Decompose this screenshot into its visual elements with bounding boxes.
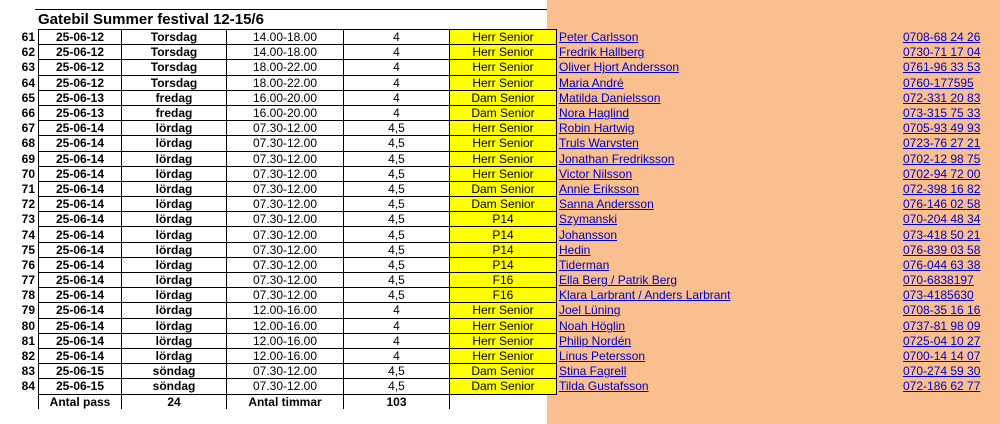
totals-row: [0, 394, 1000, 409]
phone-cell[interactable]: [903, 60, 1000, 75]
name-link[interactable]: Hedin: [559, 242, 591, 257]
name-cell[interactable]: [557, 60, 904, 75]
phone-link[interactable]: 076-839 03 58: [903, 242, 981, 257]
phone-cell[interactable]: [903, 318, 1000, 333]
date-cell[interactable]: 25-06-14: [39, 257, 122, 272]
weekday-cell[interactable]: Torsdag: [122, 30, 227, 45]
weekday-cell[interactable]: lördag: [122, 273, 227, 288]
date-cell[interactable]: 25-06-13: [39, 90, 122, 105]
time-cell[interactable]: 07.30-12.00: [227, 136, 344, 151]
date-cell[interactable]: 25-06-14: [39, 333, 122, 348]
phone-link[interactable]: 0702-12 98 75: [903, 151, 981, 166]
row-number: 70: [21, 166, 35, 181]
time-cell[interactable]: 14.00-18.00: [227, 45, 344, 60]
time-cell[interactable]: 07.30-12.00: [227, 212, 344, 227]
time-cell[interactable]: 12.00-16.00: [227, 348, 344, 363]
row-number: 81: [21, 333, 35, 348]
row-number: 79: [21, 303, 35, 318]
phone-link[interactable]: 070-204 48 34: [903, 212, 981, 227]
name-link[interactable]: Truls Warvsten: [559, 136, 639, 151]
weekday-cell[interactable]: lördag: [122, 303, 227, 318]
time-cell[interactable]: 07.30-12.00: [227, 257, 344, 272]
category-cell[interactable]: Herr Senior: [450, 303, 557, 318]
name-link[interactable]: Tilda Gustafsson: [559, 379, 649, 394]
sheet-title: Gatebil Summer festival 12-15/6: [38, 11, 264, 28]
phone-cell[interactable]: [903, 348, 1000, 363]
phone-link[interactable]: 0761-96 33 53: [903, 60, 981, 75]
time-cell[interactable]: 18.00-22.00: [227, 75, 344, 90]
name-cell[interactable]: [557, 257, 904, 272]
date-cell[interactable]: 25-06-12: [39, 60, 122, 75]
date-cell[interactable]: 25-06-15: [39, 364, 122, 379]
hours-cell[interactable]: 4,5: [344, 242, 450, 257]
phone-link[interactable]: 073-418 50 21: [903, 227, 981, 242]
time-cell[interactable]: 07.30-12.00: [227, 181, 344, 196]
date-cell[interactable]: 25-06-12: [39, 75, 122, 90]
name-link[interactable]: Robin Hartwig: [559, 121, 635, 136]
category-cell[interactable]: F16: [450, 288, 557, 303]
empty-cell[interactable]: [557, 394, 904, 409]
category-cell[interactable]: Dam Senior: [450, 181, 557, 196]
name-cell[interactable]: [557, 181, 904, 196]
category-cell[interactable]: Herr Senior: [450, 136, 557, 151]
row-number: 75: [21, 242, 35, 257]
row-number: 71: [21, 181, 35, 196]
date-cell[interactable]: 25-06-14: [39, 273, 122, 288]
table-row: [0, 273, 1000, 288]
phone-link[interactable]: 0737-81 98 09: [903, 318, 981, 333]
phone-cell[interactable]: [903, 136, 1000, 151]
date-cell[interactable]: 25-06-12: [39, 30, 122, 45]
row-number: 72: [21, 197, 35, 212]
row-number: 62: [21, 45, 35, 60]
category-cell[interactable]: Herr Senior: [450, 348, 557, 363]
table-row: [0, 60, 1000, 75]
phone-link[interactable]: 070-274 59 30: [903, 364, 981, 379]
name-cell[interactable]: [557, 379, 904, 394]
weekday-cell[interactable]: lördag: [122, 197, 227, 212]
name-cell[interactable]: [557, 105, 904, 120]
hours-cell[interactable]: 4,5: [344, 364, 450, 379]
name-cell[interactable]: [557, 197, 904, 212]
name-link[interactable]: Oliver Hjort Andersson: [559, 60, 680, 75]
row-number: 80: [21, 318, 35, 333]
phone-cell[interactable]: [903, 121, 1000, 136]
row-number: 76: [21, 257, 35, 272]
title-row[interactable]: [0, 9, 1000, 29]
name-link[interactable]: Nora Haglind: [559, 106, 630, 121]
weekday-cell[interactable]: fredag: [122, 90, 227, 105]
weekday-cell[interactable]: söndag: [122, 379, 227, 394]
name-link[interactable]: Klara Larbrant / Anders Larbrant: [559, 288, 731, 303]
category-cell[interactable]: Herr Senior: [450, 151, 557, 166]
date-cell[interactable]: 25-06-14: [39, 166, 122, 181]
name-link[interactable]: Annie Eriksson: [559, 181, 640, 196]
phone-link[interactable]: 076-146 02 58: [903, 197, 981, 212]
category-cell[interactable]: Herr Senior: [450, 60, 557, 75]
name-cell[interactable]: [557, 75, 904, 90]
phone-link[interactable]: 0705-93 49 93: [903, 121, 981, 136]
name-link[interactable]: Stina Fagrell: [559, 364, 627, 379]
name-link[interactable]: Joel Lüning: [559, 303, 621, 318]
empty-cell[interactable]: [903, 394, 1000, 409]
hours-cell[interactable]: 4,5: [344, 166, 450, 181]
hours-cell[interactable]: 4: [344, 75, 450, 90]
row-number: [0, 394, 39, 409]
row-number: 77: [21, 273, 35, 288]
name-link[interactable]: Matilda Danielsson: [559, 90, 661, 105]
name-link[interactable]: Szymanski: [559, 212, 618, 227]
weekday-cell[interactable]: Torsdag: [122, 60, 227, 75]
date-cell[interactable]: 25-06-14: [39, 303, 122, 318]
row-number: 64: [21, 75, 35, 90]
date-cell[interactable]: 25-06-14: [39, 212, 122, 227]
phone-link[interactable]: 0723-76 27 21: [903, 136, 981, 151]
phone-link[interactable]: 076-044 63 38: [903, 257, 981, 272]
date-cell[interactable]: 25-06-14: [39, 288, 122, 303]
category-cell[interactable]: F16: [450, 273, 557, 288]
hours-cell[interactable]: 4: [344, 105, 450, 120]
weekday-cell[interactable]: Torsdag: [122, 75, 227, 90]
hours-cell[interactable]: 4,5: [344, 288, 450, 303]
name-link[interactable]: Victor Nilsson: [559, 166, 633, 181]
name-link[interactable]: Jonathan Fredriksson: [559, 151, 675, 166]
time-cell[interactable]: 16.00-20.00: [227, 105, 344, 120]
table-row: [0, 333, 1000, 348]
hours-cell[interactable]: 4: [344, 333, 450, 348]
table-row: [0, 288, 1000, 303]
time-cell[interactable]: 07.30-12.00: [227, 197, 344, 212]
name-cell[interactable]: [557, 273, 904, 288]
table-row: [0, 105, 1000, 120]
weekday-cell[interactable]: lördag: [122, 257, 227, 272]
table-row: [0, 166, 1000, 181]
name-link[interactable]: Fredrik Hallberg: [559, 45, 645, 60]
hours-total-label[interactable]: Antal timmar: [227, 394, 344, 409]
hours-cell[interactable]: 4,5: [344, 212, 450, 227]
phone-link[interactable]: 0760-177595: [903, 75, 974, 90]
time-cell[interactable]: 12.00-16.00: [227, 333, 344, 348]
name-cell[interactable]: [557, 166, 904, 181]
phone-cell[interactable]: [903, 227, 1000, 242]
hours-cell[interactable]: 4: [344, 303, 450, 318]
row-number: 84: [21, 379, 35, 394]
weekday-cell[interactable]: lördag: [122, 242, 227, 257]
hours-cell[interactable]: 4,5: [344, 227, 450, 242]
table-row: [0, 348, 1000, 363]
table-row: [0, 151, 1000, 166]
phone-cell[interactable]: [903, 379, 1000, 394]
hours-cell[interactable]: 4,5: [344, 181, 450, 196]
name-cell[interactable]: [557, 151, 904, 166]
category-cell[interactable]: Dam Senior: [450, 105, 557, 120]
name-cell[interactable]: [557, 333, 904, 348]
phone-cell[interactable]: [903, 105, 1000, 120]
category-cell[interactable]: Herr Senior: [450, 30, 557, 45]
name-link[interactable]: Johansson: [559, 227, 618, 242]
name-link[interactable]: Sanna Andersson: [559, 197, 654, 212]
table-row: [0, 242, 1000, 257]
category-cell[interactable]: Herr Senior: [450, 333, 557, 348]
date-cell[interactable]: 25-06-12: [39, 45, 122, 60]
time-cell[interactable]: 12.00-16.00: [227, 303, 344, 318]
phone-link[interactable]: 072-186 62 77: [903, 379, 981, 394]
row-number: 63: [21, 60, 35, 75]
category-cell[interactable]: P14: [450, 227, 557, 242]
row-number: 61: [21, 30, 35, 45]
category-cell[interactable]: Dam Senior: [450, 90, 557, 105]
category-cell[interactable]: Dam Senior: [450, 364, 557, 379]
name-cell[interactable]: [557, 318, 904, 333]
hours-cell[interactable]: 4,5: [344, 379, 450, 394]
phone-cell[interactable]: [903, 75, 1000, 90]
empty-cell[interactable]: [450, 394, 557, 409]
weekday-cell[interactable]: lördag: [122, 136, 227, 151]
row-number: 67: [21, 121, 35, 136]
phone-cell[interactable]: [903, 166, 1000, 181]
phone-link[interactable]: 073-315 75 33: [903, 106, 981, 121]
time-cell[interactable]: 07.30-12.00: [227, 364, 344, 379]
phone-cell[interactable]: [903, 288, 1000, 303]
row-number: 73: [21, 212, 35, 227]
hours-cell[interactable]: 4,5: [344, 151, 450, 166]
category-cell[interactable]: P14: [450, 212, 557, 227]
table-row: [0, 197, 1000, 212]
name-link[interactable]: Peter Carlsson: [559, 30, 639, 45]
hours-cell[interactable]: 4,5: [344, 197, 450, 212]
date-cell[interactable]: 25-06-14: [39, 136, 122, 151]
hours-cell[interactable]: 4: [344, 45, 450, 60]
date-cell[interactable]: 25-06-14: [39, 121, 122, 136]
phone-link[interactable]: 0708-35 16 16: [903, 303, 981, 318]
date-cell[interactable]: 25-06-15: [39, 379, 122, 394]
weekday-cell[interactable]: lördag: [122, 166, 227, 181]
category-cell[interactable]: P14: [450, 257, 557, 272]
name-link[interactable]: Maria André: [559, 75, 624, 90]
name-cell[interactable]: [557, 45, 904, 60]
date-cell[interactable]: 25-06-14: [39, 151, 122, 166]
name-cell[interactable]: [557, 303, 904, 318]
time-cell[interactable]: 14.00-18.00: [227, 30, 344, 45]
table-row: [0, 136, 1000, 151]
name-cell[interactable]: [557, 90, 904, 105]
name-cell[interactable]: [557, 288, 904, 303]
table-row: [0, 379, 1000, 394]
phone-cell[interactable]: [903, 197, 1000, 212]
weekday-cell[interactable]: söndag: [122, 364, 227, 379]
hours-cell[interactable]: 4,5: [344, 121, 450, 136]
category-cell[interactable]: P14: [450, 242, 557, 257]
weekday-cell[interactable]: lördag: [122, 121, 227, 136]
time-cell[interactable]: 07.30-12.00: [227, 151, 344, 166]
weekday-cell[interactable]: Torsdag: [122, 45, 227, 60]
table-row: [0, 303, 1000, 318]
name-cell[interactable]: [557, 30, 904, 45]
hours-total-value[interactable]: 103: [344, 394, 450, 409]
date-cell[interactable]: 25-06-14: [39, 242, 122, 257]
hours-cell[interactable]: 4,5: [344, 273, 450, 288]
time-cell[interactable]: 07.30-12.00: [227, 273, 344, 288]
hours-cell[interactable]: 4: [344, 318, 450, 333]
phone-link[interactable]: 0730-71 17 04: [903, 45, 981, 60]
table-row: [0, 45, 1000, 60]
time-cell[interactable]: 07.30-12.00: [227, 227, 344, 242]
name-cell[interactable]: [557, 136, 904, 151]
date-cell[interactable]: 25-06-14: [39, 318, 122, 333]
date-cell[interactable]: 25-06-13: [39, 105, 122, 120]
name-link[interactable]: Ella Berg / Patrik Berg: [559, 273, 678, 288]
table-row: [0, 90, 1000, 105]
phone-link[interactable]: 072-331 20 83: [903, 90, 981, 105]
phone-cell[interactable]: [903, 45, 1000, 60]
hours-cell[interactable]: 4: [344, 90, 450, 105]
category-cell[interactable]: Dam Senior: [450, 197, 557, 212]
name-link[interactable]: Noah Höglin: [559, 318, 626, 333]
pass-count-label[interactable]: Antal pass: [39, 394, 122, 409]
phone-link[interactable]: 0700-14 14 07: [903, 349, 981, 364]
hours-cell[interactable]: 4,5: [344, 136, 450, 151]
pass-count-value[interactable]: 24: [122, 394, 227, 409]
hours-cell[interactable]: 4: [344, 60, 450, 75]
phone-cell[interactable]: [903, 242, 1000, 257]
category-cell[interactable]: Dam Senior: [450, 379, 557, 394]
phone-cell[interactable]: [903, 273, 1000, 288]
phone-cell[interactable]: [903, 333, 1000, 348]
table-row: [0, 318, 1000, 333]
weekday-cell[interactable]: lördag: [122, 181, 227, 196]
date-cell[interactable]: 25-06-14: [39, 227, 122, 242]
weekday-cell[interactable]: lördag: [122, 333, 227, 348]
phone-cell[interactable]: [903, 364, 1000, 379]
time-cell[interactable]: 07.30-12.00: [227, 121, 344, 136]
phone-cell[interactable]: [903, 212, 1000, 227]
row-number: 83: [21, 364, 35, 379]
date-cell[interactable]: 25-06-14: [39, 181, 122, 196]
row-number: 65: [21, 90, 35, 105]
phone-cell[interactable]: [903, 30, 1000, 45]
name-cell[interactable]: [557, 348, 904, 363]
phone-cell[interactable]: [903, 257, 1000, 272]
table-row: [0, 181, 1000, 196]
weekday-cell[interactable]: lördag: [122, 227, 227, 242]
schedule-table: [0, 29, 1000, 409]
category-cell[interactable]: Herr Senior: [450, 121, 557, 136]
phone-cell[interactable]: [903, 90, 1000, 105]
table-row: [0, 257, 1000, 272]
time-cell[interactable]: 18.00-22.00: [227, 60, 344, 75]
weekday-cell[interactable]: lördag: [122, 348, 227, 363]
table-row: [0, 227, 1000, 242]
weekday-cell[interactable]: lördag: [122, 151, 227, 166]
time-cell[interactable]: 07.30-12.00: [227, 379, 344, 394]
row-number: 68: [21, 136, 35, 151]
category-cell[interactable]: Herr Senior: [450, 166, 557, 181]
row-number: 74: [21, 227, 35, 242]
time-cell[interactable]: 07.30-12.00: [227, 166, 344, 181]
weekday-cell[interactable]: fredag: [122, 105, 227, 120]
hours-cell[interactable]: 4: [344, 30, 450, 45]
phone-cell[interactable]: [903, 181, 1000, 196]
name-link[interactable]: Tiderman: [559, 257, 610, 272]
table-row: [0, 121, 1000, 136]
category-cell[interactable]: Herr Senior: [450, 75, 557, 90]
phone-link[interactable]: 070-6838197: [903, 273, 974, 288]
name-link[interactable]: Linus Petersson: [559, 349, 646, 364]
phone-link[interactable]: 0725-04 10 27: [903, 333, 981, 348]
weekday-cell[interactable]: lördag: [122, 212, 227, 227]
name-cell[interactable]: [557, 242, 904, 257]
time-cell[interactable]: 16.00-20.00: [227, 90, 344, 105]
row-number: 66: [21, 106, 35, 121]
row-number: 82: [21, 349, 35, 364]
phone-link[interactable]: 0708-68 24 26: [903, 30, 981, 45]
phone-cell[interactable]: [903, 151, 1000, 166]
name-cell[interactable]: [557, 212, 904, 227]
time-cell[interactable]: 07.30-12.00: [227, 242, 344, 257]
date-cell[interactable]: 25-06-14: [39, 197, 122, 212]
row-number: 78: [21, 288, 35, 303]
category-cell[interactable]: Herr Senior: [450, 318, 557, 333]
name-link[interactable]: Philip Nordén: [559, 333, 632, 348]
weekday-cell[interactable]: lördag: [122, 318, 227, 333]
name-cell[interactable]: [557, 364, 904, 379]
phone-link[interactable]: 073-4185630: [903, 288, 974, 303]
date-cell[interactable]: 25-06-14: [39, 348, 122, 363]
time-cell[interactable]: 12.00-16.00: [227, 318, 344, 333]
phone-cell[interactable]: [903, 303, 1000, 318]
table-row: [0, 364, 1000, 379]
name-cell[interactable]: [557, 227, 904, 242]
table-row: [0, 75, 1000, 90]
category-cell[interactable]: Herr Senior: [450, 45, 557, 60]
weekday-cell[interactable]: lördag: [122, 288, 227, 303]
time-cell[interactable]: 07.30-12.00: [227, 288, 344, 303]
row-number: 69: [21, 151, 35, 166]
phone-link[interactable]: 0702-94 72 00: [903, 166, 981, 181]
hours-cell[interactable]: 4,5: [344, 257, 450, 272]
table-row: [0, 212, 1000, 227]
table-row: [0, 30, 1000, 45]
name-cell[interactable]: [557, 121, 904, 136]
hours-cell[interactable]: 4: [344, 348, 450, 363]
phone-link[interactable]: 072-398 16 82: [903, 181, 981, 196]
